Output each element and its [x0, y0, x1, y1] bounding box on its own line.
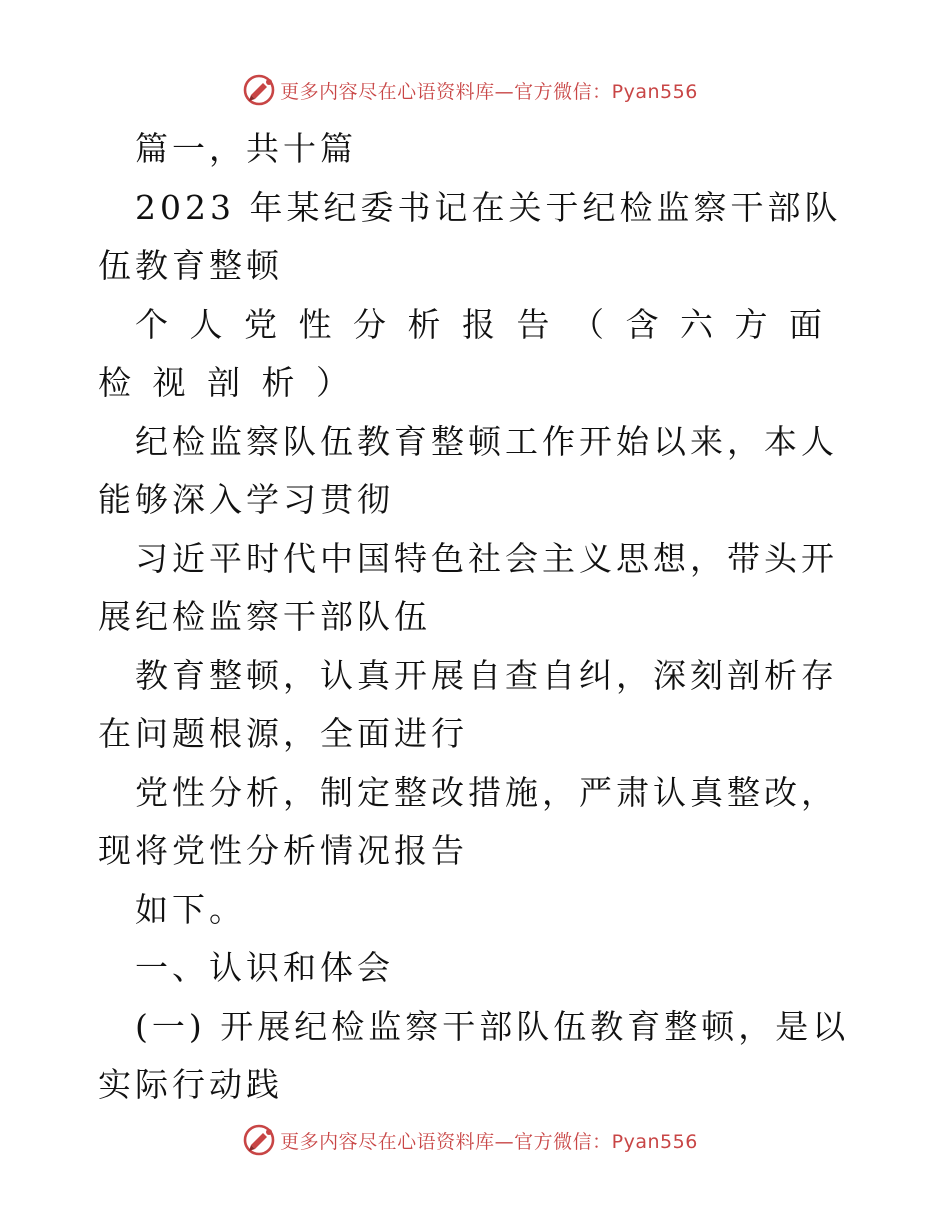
- doc-paragraph: 习近平时代中国特色社会主义思想，带头开展纪检监察干部队伍: [98, 538, 838, 636]
- doc-paragraph: 党性分析，制定整改措施，严肃认真整改，现将党性分析情况报告: [98, 772, 838, 870]
- doc-title-line: 2023 年某纪委书记在关于纪检监察干部队伍教育整顿: [98, 187, 842, 285]
- header-banner-inner: [242, 73, 698, 107]
- pen-logo-icon: [242, 73, 276, 107]
- watermark-text: 更多内容尽在心语资料库—官方微信：Pyan556: [280, 80, 698, 103]
- doc-paragraph: 如下。: [135, 889, 246, 929]
- doc-paragraph: 纪检监察队伍教育整顿工作开始以来，本人能够深入学习贯彻: [98, 421, 838, 519]
- footer-banner-inner: [242, 1123, 698, 1157]
- document-body: [98, 120, 858, 1115]
- pen-logo-icon: [242, 1123, 276, 1157]
- doc-paragraph: 篇一，共十篇: [135, 129, 357, 168]
- doc-paragraph: 教育整顿，认真开展自查自纠，深刻剖析存在问题根源，全面进行: [98, 655, 838, 753]
- header-watermark-banner: [0, 70, 950, 110]
- section-heading: 一、认识和体会: [135, 948, 394, 987]
- doc-subtitle-line: 个人党性分析报告（含六方面检视剖析）: [98, 304, 844, 402]
- watermark-text: 更多内容尽在心语资料库—官方微信：Pyan556: [280, 1130, 698, 1153]
- doc-paragraph: (一) 开展纪检监察干部队伍教育整顿，是以实际行动践: [98, 1006, 850, 1104]
- footer-watermark-banner: [0, 1120, 950, 1160]
